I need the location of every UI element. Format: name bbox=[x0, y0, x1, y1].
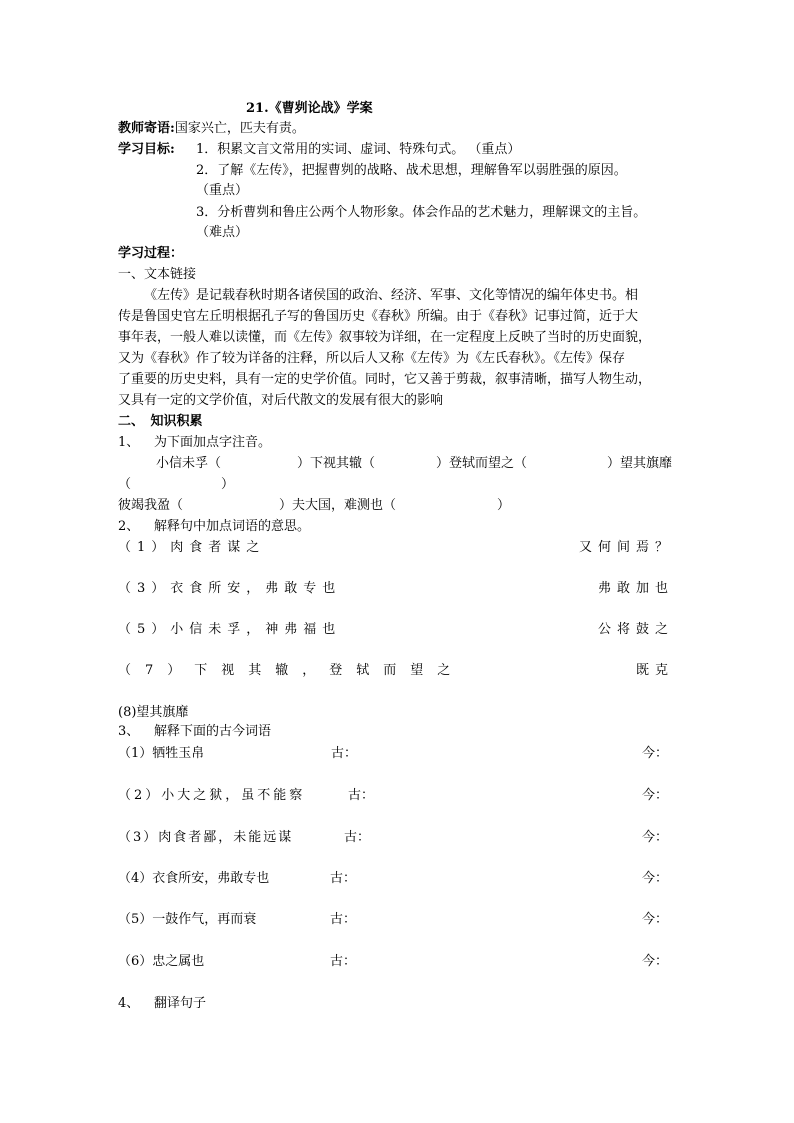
paragraph-line: 又具有一定的文学价值，对后代散文的发展有很大的影响 bbox=[118, 393, 444, 408]
paragraph-line: 了重要的历史史料，具有一定的史学价值。同时，它又善于剪裁，叙事清晰，描写人物生动， bbox=[118, 372, 652, 387]
q1-item-d-close: ） bbox=[221, 477, 235, 492]
q3-gu: 古： bbox=[348, 788, 375, 803]
q3-gu: 古： bbox=[331, 746, 358, 761]
q2-left: （3）衣食所安，弗敢专也 bbox=[118, 581, 342, 596]
section-2-heading: 二、 知识积累 bbox=[118, 414, 203, 429]
q3-item: （2）小大之狱，虽不能察 bbox=[118, 788, 306, 803]
q1-item-e: 彼竭我盈（ bbox=[118, 498, 184, 513]
teacher-text: 国家兴亡，匹夫有责。 bbox=[174, 121, 305, 136]
q2-row bbox=[118, 621, 674, 638]
q3-jin: 今： bbox=[642, 871, 669, 886]
q3-jin: 今： bbox=[642, 788, 669, 803]
q3-item: （1）牺牲玉帛 bbox=[118, 746, 205, 761]
q1-prompt: 为下面加点字注音。 bbox=[154, 435, 272, 450]
goal-2: 2．了解《左传》，把握曹刿的战略、战术思想，理解鲁军以弱胜强的原因。 bbox=[196, 163, 627, 178]
q1-item-c: ）登轼而望之（ bbox=[436, 456, 528, 471]
q2-last: (8)望其旗靡 bbox=[118, 705, 189, 720]
q3-gu: 古： bbox=[344, 830, 371, 845]
q1-item-a: 小信未孚（ bbox=[156, 456, 222, 471]
goal-3-tag: （难点） bbox=[196, 225, 249, 240]
q1-item-d-open: （ bbox=[118, 477, 132, 492]
q3-item: （3）肉食者鄙，未能远谋 bbox=[118, 830, 294, 845]
teacher-label: 教师寄语: bbox=[118, 121, 175, 136]
process-label: 学习过程： bbox=[118, 246, 184, 261]
q3-gu: 古： bbox=[330, 871, 357, 886]
goal-3: 3．分析曹刿和鲁庄公两个人物形象。体会作品的艺术魅力，理解课文的主旨。 bbox=[196, 205, 647, 220]
q1-item-d: ）望其旗靡 bbox=[607, 456, 673, 471]
q3-jin: 今： bbox=[642, 912, 669, 927]
paragraph-line: 《左传》是记载春秋时期各诸侯国的政治、经济、军事、文化等情况的编年体史书。相 bbox=[144, 288, 639, 303]
paragraph-line: 又为《春秋》作了较为详备的注释，所以后人又称《左传》为《左氏春秋》。《左传》保存 bbox=[118, 351, 626, 366]
q2-right: 又何间焉？ bbox=[578, 540, 674, 555]
q1-item-f-close: ） bbox=[497, 498, 511, 513]
q3-jin: 今： bbox=[642, 746, 669, 761]
goal-2-tag: （重点） bbox=[196, 183, 249, 198]
teacher-message bbox=[118, 120, 305, 137]
q4-prompt: 翻译句子 bbox=[154, 996, 207, 1011]
q3-prompt: 解释下面的古今词语 bbox=[154, 724, 272, 739]
q3-item: （6）忠之属也 bbox=[118, 954, 205, 969]
q2-right: 弗敢加也 bbox=[597, 581, 674, 596]
q3-item: （5）一鼓作气，再而衰 bbox=[118, 912, 257, 927]
q3-jin: 今： bbox=[642, 954, 669, 969]
goal-1: 1．积累文言文常用的实词、虚词、特殊句式。 （重点） bbox=[196, 142, 521, 157]
q2-number: 2、 bbox=[118, 519, 140, 534]
q2-left: （7）下视其辙，登轼而望之 bbox=[118, 663, 465, 678]
goals-row bbox=[118, 141, 175, 158]
q3-gu: 古： bbox=[330, 954, 357, 969]
paragraph-line: 传是鲁国史官左丘明根据孔子写的鲁国历史《春秋》所编。由于《春秋》记事过简，近于大 bbox=[118, 309, 639, 324]
q1-item-b: ）下视其辙（ bbox=[297, 456, 376, 471]
q2-right: 公将鼓之 bbox=[597, 622, 674, 637]
q1-number: 1、 bbox=[118, 435, 140, 450]
q3-number: 3、 bbox=[118, 724, 140, 739]
goals-label: 学习目标: bbox=[118, 142, 175, 157]
q3-gu: 古： bbox=[330, 912, 357, 927]
q2-right: 既克 bbox=[635, 663, 674, 678]
q2-prompt: 解释句中加点词语的意思。 bbox=[154, 519, 311, 534]
q3-jin: 今： bbox=[642, 830, 669, 845]
q3-item: （4）衣食所安，弗敢专也 bbox=[118, 871, 270, 886]
q2-left: （5）小信未孚，神弗福也 bbox=[118, 622, 342, 637]
q4-number: 4、 bbox=[118, 996, 140, 1011]
section-1-heading: 一、文本链接 bbox=[118, 267, 197, 282]
q2-left: （1）肉食者谋之 bbox=[118, 540, 266, 555]
paragraph-line: 事年表，一般人难以读懂，而《左传》叙事较为详细，在一定程度上反映了当时的历史面貌， bbox=[118, 330, 652, 345]
q2-row bbox=[118, 580, 674, 597]
q2-row bbox=[118, 539, 674, 556]
q2-row bbox=[118, 662, 674, 679]
q1-item-f: ）夫大国，难测也（ bbox=[279, 498, 397, 513]
page-title: 21.《曹刿论战》学案 bbox=[246, 101, 373, 116]
